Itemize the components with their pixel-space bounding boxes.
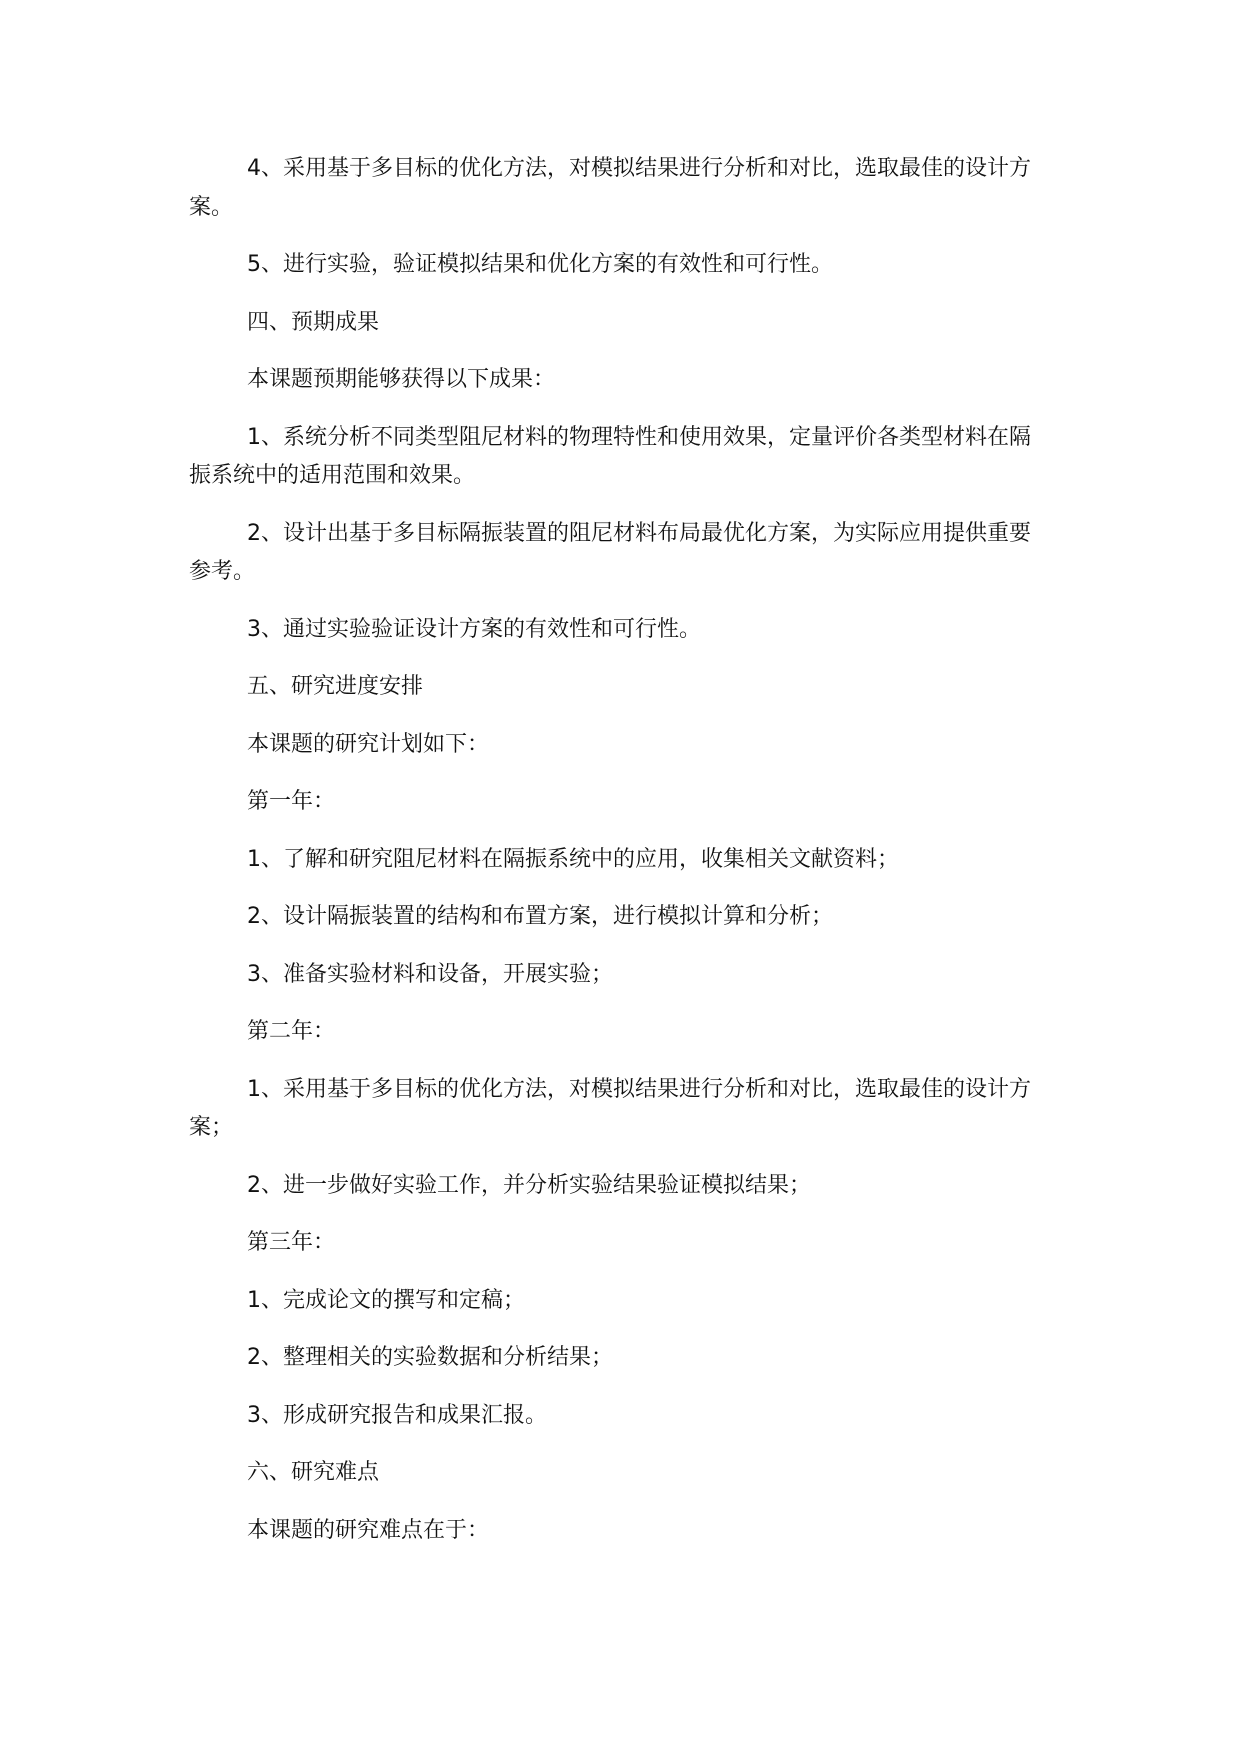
paragraph-step-4-optimization: 4、采用基于多目标的优化方法，对模拟结果进行分析和对比，选取最佳的设计方案。 (189, 156, 1031, 220)
paragraph-schedule-intro: 本课题的研究计划如下： (247, 731, 490, 757)
schedule-year-2-item-2: 2、进一步做好实验工作，并分析实验结果验证模拟结果； (247, 1172, 811, 1198)
schedule-year-1-item-3: 3、准备实验材料和设备，开展实验； (247, 961, 613, 987)
schedule-year-1-heading: 第一年： (247, 789, 336, 814)
paragraph-expected-result-3: 3、通过实验验证设计方案的有效性和可行性。 (247, 616, 701, 642)
schedule-year-3-item-2: 2、整理相关的实验数据和分析结果； (247, 1345, 613, 1370)
paragraph-expected-results-intro: 本课题预期能够获得以下成果： (247, 367, 556, 392)
schedule-year-3-item-1: 1、完成论文的撰写和定稿； (247, 1287, 525, 1313)
schedule-year-1-item-2: 2、设计隔振装置的结构和布置方案，进行模拟计算和分析； (247, 904, 833, 929)
paragraph-difficulties-intro: 本课题的研究难点在于： (247, 1517, 490, 1543)
schedule-year-1-item-1: 1、了解和研究阻尼材料在隔振系统中的应用，收集相关文献资料； (247, 846, 899, 872)
document-body (189, 150, 1051, 1569)
schedule-year-3-item-3: 3、形成研究报告和成果汇报。 (247, 1402, 547, 1428)
paragraph-expected-result-1: 1、系统分析不同类型阻尼材料的物理特性和使用效果，定量评价各类型材料在隔振系统中的适用范围和效果。 (189, 424, 1031, 488)
section-heading-schedule: 五、研究进度安排 (247, 674, 424, 699)
schedule-year-2-item-1: 1、采用基于多目标的优化方法，对模拟结果进行分析和对比，选取最佳的设计方案； (189, 1076, 1031, 1140)
section-heading-expected-results: 四、预期成果 (247, 309, 380, 335)
paragraph-expected-result-2: 2、设计出基于多目标隔振装置的阻尼材料布局最优化方案，为实际应用提供重要参考。 (189, 520, 1031, 584)
schedule-year-2-heading: 第二年： (247, 1019, 336, 1044)
paragraph-step-5-experiment: 5、进行实验，验证模拟结果和优化方案的有效性和可行性。 (247, 252, 833, 277)
section-heading-difficulties: 六、研究难点 (247, 1460, 380, 1485)
schedule-year-3-heading: 第三年： (247, 1230, 336, 1255)
